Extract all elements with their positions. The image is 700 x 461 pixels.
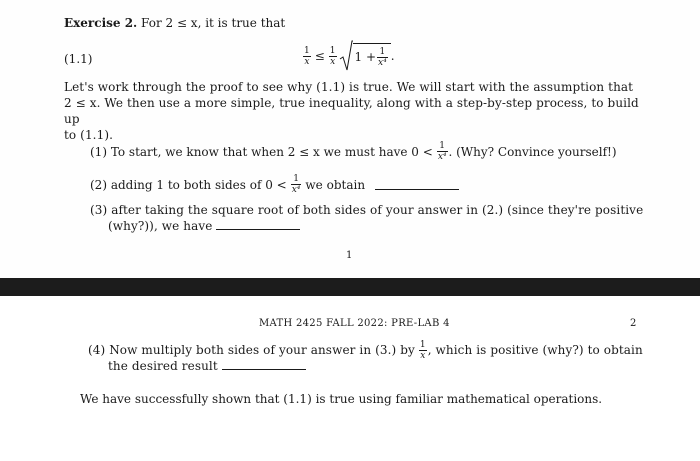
fraction-numerator: 1 [304,45,310,56]
exercise-label: Exercise 2. [64,16,138,30]
fraction-denominator: x [420,350,426,361]
step-2-text: (2) adding 1 to both sides of 0 < [90,177,287,192]
exercise-heading [64,16,285,30]
step-4 [88,339,648,374]
radicand [353,43,391,68]
step-3-line: (why?)), we have [108,219,213,233]
step-4-text: (4) Now multiply both sides of your answer in (3.) by [88,343,415,357]
page-number-1: 1 [346,250,353,261]
less-equal-symbol: ≤ [314,49,325,63]
equation-period: . [390,49,395,63]
intro-line: 2 ≤ x. We then use a more simple, true inequality, along with a step-by-step process, to build up [64,96,639,126]
radicand-fraction [377,47,388,68]
answer-blank-2[interactable] [375,179,459,190]
answer-blank-3[interactable] [216,219,300,230]
fraction-denominator: x [330,56,336,67]
page-divider [0,278,700,296]
intro-line: Let's work through the proof to see why (1.1) is true. We will start with the assumption that [64,80,634,94]
page-number-2: 2 [630,318,637,329]
step-1-text: (1) To start, we know that when 2 ≤ x we must have 0 < [90,144,433,159]
fraction-denominator: x⁴ [437,152,447,162]
fraction-denominator: x [304,56,310,67]
step-2 [90,174,459,195]
step-2-fraction [291,174,302,195]
step-4-text: the desired result [108,359,218,373]
step-1 [90,141,617,162]
fraction-numerator: 1 [329,45,336,56]
equation-rhs-fraction [329,46,337,67]
fraction-numerator: 1 [291,174,302,185]
fraction-denominator: x⁴ [378,57,387,68]
step-1-fraction [437,141,448,162]
fraction-numerator: 1 [377,47,388,58]
conclusion: We have successfully shown that (1.1) is true using familiar mathematical operations. [80,392,603,406]
step-4-text: , which is positive (why?) to obtain [427,343,643,357]
worksheet-page-2 [0,296,700,461]
step-4-fraction [419,340,427,361]
display-equation [302,38,395,74]
equation-lhs-fraction [303,46,311,67]
equation-label: (1.1) [64,52,93,66]
step-3 [90,202,650,234]
radicand-one: 1 + [354,50,377,64]
answer-blank-4[interactable] [222,359,306,370]
exercise-statement: For 2 ≤ x, it is true that [141,16,286,30]
step-3-line: (3) after taking the square root of both sides of your answer in (2.) (since they're positive [90,203,644,217]
page-header: MATH 2425 FALL 2022: PRE-LAB 4 [259,318,450,329]
fraction-numerator: 1 [419,339,426,350]
intro-paragraph [64,79,644,143]
intro-line: to (1.1). [64,128,114,142]
fraction-denominator: x⁴ [291,185,301,195]
fraction-numerator: 1 [437,141,448,152]
step-1-tail: . (Why? Convince yourself!) [448,144,617,159]
step-2-tail: we obtain [305,177,366,192]
square-root-icon [339,39,353,73]
